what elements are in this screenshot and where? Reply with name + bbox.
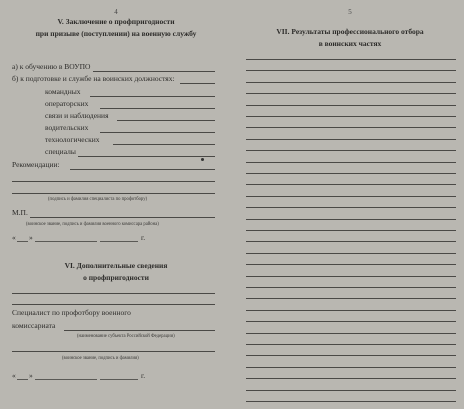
subject-caption: (наименование субъекта Российской Федерации) bbox=[77, 334, 175, 339]
commissar-signature-caption: (воинское звание, подпись и фамилия военного комиссара района) bbox=[26, 222, 159, 227]
rank-signature-caption: (воинское звание, подпись и фамилия) bbox=[62, 356, 139, 361]
position-communication-line[interactable] bbox=[117, 120, 215, 121]
results-line-14[interactable] bbox=[246, 207, 456, 208]
date2-open-quote: « bbox=[12, 371, 16, 380]
position-driver-line[interactable] bbox=[100, 132, 215, 133]
commissar-signature-line[interactable] bbox=[30, 217, 215, 218]
results-line-11[interactable] bbox=[246, 173, 456, 174]
section-vii-title-line1: VII. Результаты профессионального отбора bbox=[276, 27, 424, 36]
section-v-title-line2: при призыве (поступлении) на военную службу bbox=[35, 29, 197, 38]
recommendations-label: Рекомендации: bbox=[12, 160, 60, 169]
section-vi-title bbox=[0, 260, 232, 284]
date2-close-quote: » bbox=[29, 371, 33, 380]
results-line-22[interactable] bbox=[246, 298, 456, 299]
section-vi-title-line1: VI. Дополнительные сведения bbox=[64, 261, 168, 270]
results-line-25[interactable] bbox=[246, 333, 456, 334]
additional-line-1[interactable] bbox=[12, 293, 215, 294]
results-line-16[interactable] bbox=[246, 230, 456, 231]
section-v-title-line1: V. Заключение о профпригодности bbox=[57, 17, 175, 26]
position-technological: технологических bbox=[45, 135, 100, 144]
position-driver: водительских bbox=[45, 123, 89, 132]
position-command-line[interactable] bbox=[90, 96, 215, 97]
stamp-label: М.П. bbox=[12, 208, 28, 217]
item-b-line[interactable] bbox=[180, 83, 215, 84]
results-line-30[interactable] bbox=[246, 390, 456, 391]
position-operator: операторских bbox=[45, 99, 89, 108]
specialist-signature-caption: (подпись и фамилия специалиста по профотбору) bbox=[48, 197, 148, 202]
date-year-line[interactable] bbox=[100, 241, 138, 242]
results-line-28[interactable] bbox=[246, 367, 456, 368]
date2-year-line[interactable] bbox=[100, 379, 138, 380]
results-line-17[interactable] bbox=[246, 241, 456, 242]
date-open-quote: « bbox=[12, 233, 16, 242]
section-vii-title-line2: в воинских частях bbox=[318, 39, 382, 48]
results-line-8[interactable] bbox=[246, 139, 456, 140]
position-communication: связи и наблюдения bbox=[45, 111, 109, 120]
results-line-26[interactable] bbox=[246, 344, 456, 345]
right-page bbox=[236, 0, 464, 409]
specialist-label-line2: комиссариата bbox=[12, 321, 56, 330]
position-operator-line[interactable] bbox=[100, 108, 215, 109]
results-line-7[interactable] bbox=[246, 127, 456, 128]
item-b-label: б) к подготовке и службе на воинских должностях: bbox=[12, 74, 175, 83]
results-line-6[interactable] bbox=[246, 116, 456, 117]
results-line-13[interactable] bbox=[246, 196, 456, 197]
results-line-9[interactable] bbox=[246, 150, 456, 151]
results-line-19[interactable] bbox=[246, 264, 456, 265]
results-line-4[interactable] bbox=[246, 93, 456, 94]
position-command: командных bbox=[45, 87, 81, 96]
results-line-24[interactable] bbox=[246, 321, 456, 322]
date2-year-label: г. bbox=[141, 371, 146, 380]
results-line-21[interactable] bbox=[246, 287, 456, 288]
page-number-right: 5 bbox=[348, 8, 352, 16]
results-line-5[interactable] bbox=[246, 105, 456, 106]
item-a-label: а) к обучению в ВОУПО bbox=[12, 62, 91, 71]
results-line-15[interactable] bbox=[246, 219, 456, 220]
results-line-18[interactable] bbox=[246, 253, 456, 254]
date-year-label: г. bbox=[141, 233, 146, 242]
results-line-1[interactable] bbox=[246, 59, 456, 60]
position-special-line[interactable] bbox=[78, 156, 215, 157]
position-special: специалы bbox=[45, 147, 76, 156]
rank-signature-line[interactable] bbox=[12, 351, 215, 352]
specialist-label-line1: Специалист по профотбору военного bbox=[12, 308, 131, 317]
results-line-10[interactable] bbox=[246, 162, 456, 163]
results-line-31[interactable] bbox=[246, 401, 456, 402]
results-line-3[interactable] bbox=[246, 82, 456, 83]
date-day-line[interactable] bbox=[17, 241, 28, 242]
section-v-title bbox=[0, 16, 232, 40]
date-close-quote: » bbox=[29, 233, 33, 242]
section-vi-title-line2: о профпригодности bbox=[83, 273, 149, 282]
additional-line-2[interactable] bbox=[12, 304, 215, 305]
subject-line[interactable] bbox=[64, 330, 215, 331]
recommendations-line-3[interactable] bbox=[12, 193, 215, 194]
results-line-29[interactable] bbox=[246, 378, 456, 379]
results-line-20[interactable] bbox=[246, 276, 456, 277]
date2-day-line[interactable] bbox=[17, 379, 28, 380]
section-vii-title bbox=[236, 26, 464, 50]
date2-month-line[interactable] bbox=[35, 379, 97, 380]
recommendations-line-1[interactable] bbox=[70, 169, 215, 170]
item-a-line[interactable] bbox=[93, 71, 215, 72]
recommendations-line-2[interactable] bbox=[12, 181, 215, 182]
results-line-27[interactable] bbox=[246, 355, 456, 356]
date-month-line[interactable] bbox=[35, 241, 97, 242]
ink-spot bbox=[201, 158, 204, 161]
results-line-2[interactable] bbox=[246, 70, 456, 71]
position-technological-line[interactable] bbox=[113, 144, 215, 145]
page-number-left: 4 bbox=[114, 8, 118, 16]
results-line-12[interactable] bbox=[246, 184, 456, 185]
results-line-23[interactable] bbox=[246, 310, 456, 311]
